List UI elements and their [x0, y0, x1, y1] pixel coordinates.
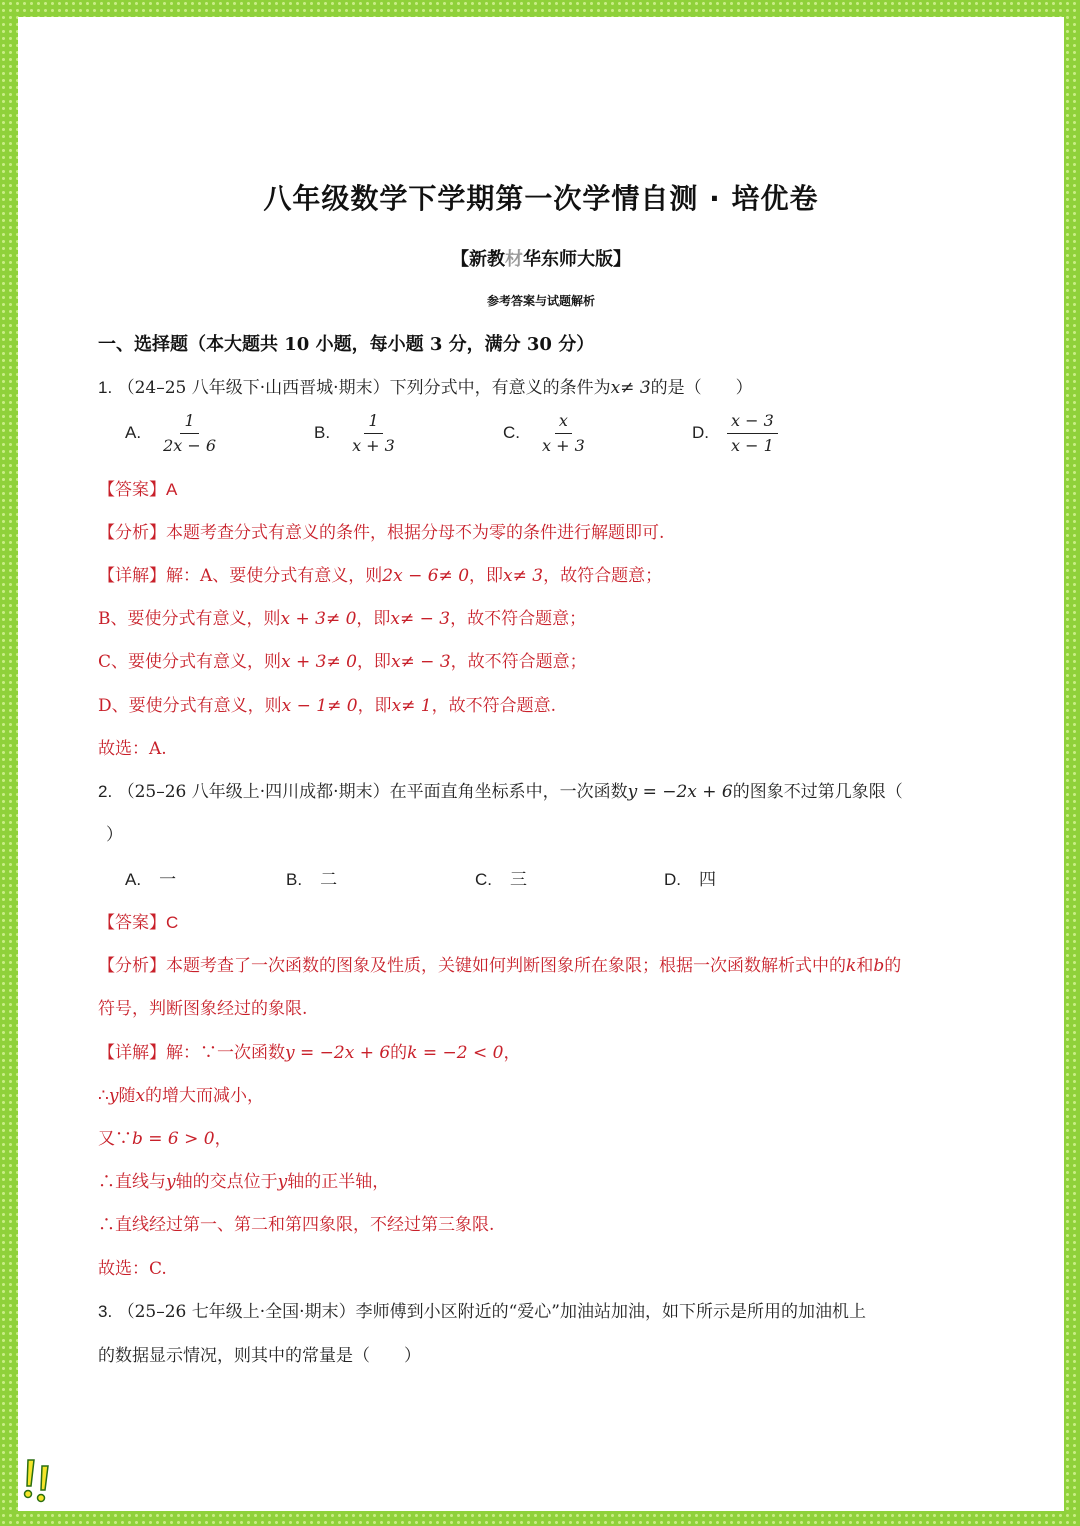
q2-detail-line5: ∴直线经过第一、第二和第四象限，不经过第三象限. — [98, 1215, 495, 1235]
q1-stem-b: 的是（ ） — [650, 378, 753, 398]
q1-option-a-num: 1 — [180, 411, 198, 434]
q1-option-d-den: x − 1 — [731, 436, 774, 455]
q2-l4-y2: y — [277, 1172, 288, 1192]
q1-option-b-den: x + 3 — [352, 436, 395, 455]
q1-detail-sep: ，即 — [469, 566, 504, 586]
q1-b-text: B、要使分式有意义，则 — [98, 609, 281, 629]
q2-analysis-and: 和 — [856, 956, 874, 976]
paper-sheet — [18, 17, 1064, 1511]
q2-l4-c: 轴的正半轴， — [287, 1172, 390, 1192]
q1-option-d-letter: D. — [692, 423, 709, 442]
q1-detail-end: ，故符合题意； — [543, 566, 663, 586]
q1-detail-c — [98, 647, 587, 672]
q1-option-a-den: 2x − 6 — [163, 436, 217, 455]
q3-number: 3. — [98, 1302, 113, 1321]
q2-l2-x: x — [135, 1086, 146, 1106]
q1-option-a — [125, 411, 220, 456]
q1-d-end: ，故不符合题意. — [431, 696, 557, 716]
q2-option-a-text: 一 — [159, 870, 177, 890]
q2-choose: 故选：C. — [98, 1259, 167, 1279]
q2-analysis-end: 的 — [884, 956, 902, 976]
q2-l4-b: 轴的交点位于 — [175, 1172, 278, 1192]
q2-answer — [98, 908, 178, 933]
q2-l2-b: 随 — [118, 1086, 136, 1106]
q2-option-b — [286, 865, 337, 890]
q1-b-math-1: x + 3≠ 0 — [280, 609, 357, 629]
q2-detail-line3 — [98, 1124, 232, 1149]
answer-caption: 参考答案与试题解析 — [486, 294, 595, 308]
q2-stem-close: ） — [106, 825, 123, 845]
q1-stem — [98, 373, 753, 398]
q3-stem-line2: 的数据显示情况，则其中的常量是（ ） — [98, 1346, 421, 1366]
q1-detail — [98, 561, 662, 586]
q2-analysis-text: 本题考查了一次函数的图象及性质，关键如何判断图象所在象限；根据一次函数解析式中的 — [166, 956, 846, 976]
q2-analysis-line2: 符号，判断图象经过的象限. — [98, 999, 308, 1019]
q3-stem — [98, 1297, 866, 1322]
q2-detail-line4 — [98, 1167, 389, 1192]
q2-detail — [98, 1038, 520, 1063]
q2-l3-a: 又∵ — [98, 1129, 132, 1149]
q2-l2-y: y — [108, 1086, 119, 1106]
q1-option-a-fraction — [159, 411, 220, 456]
q2-detail-line2 — [98, 1081, 264, 1106]
q2-stem-a: 在平面直角坐标系中，一次函数 — [389, 782, 628, 802]
q3-stem-a: 李师傅到小区附近的“爱心”加油站加油，如下所示是所用的加油机上 — [355, 1302, 866, 1322]
q1-c-math-1: x + 3≠ 0 — [281, 652, 357, 672]
q1-answer-label: 【答案】 — [98, 480, 166, 500]
page-title: 八年级数学下学期第一次学情自测 · 培优卷 — [263, 182, 819, 215]
q1-answer-value: A — [166, 480, 178, 499]
q1-c-end: ，故不符合题意； — [450, 652, 587, 672]
q2-answer-label: 【答案】 — [98, 913, 166, 933]
q2-option-c-letter: C. — [475, 870, 492, 889]
q1-source: （24–25 八年级下·山西晋城·期末） — [117, 378, 390, 398]
subtitle-close: 华东师大版】 — [523, 249, 631, 270]
q1-d-text: D、要使分式有意义，则 — [98, 696, 282, 716]
q1-option-c-letter: C. — [503, 423, 520, 442]
edition-subtitle — [18, 245, 1064, 271]
q2-stem-math: y = −2x + 6 — [627, 782, 733, 802]
q1-c-math-2: x≠ − 3 — [390, 652, 451, 672]
exclamation-logo-icon — [20, 1456, 60, 1504]
q2-detail-math-1: y = −2x + 6 — [285, 1043, 391, 1063]
q1-option-c-den: x + 3 — [542, 436, 585, 455]
subtitle-gray: 材 — [505, 249, 523, 270]
q1-option-b-num: 1 — [364, 411, 382, 434]
q1-detail-a: 解：A、要使分式有意义，则 — [166, 566, 383, 586]
subtitle-open: 【新教 — [451, 249, 505, 270]
q2-analysis — [98, 951, 901, 976]
q1-c-text: C、要使分式有意义，则 — [98, 652, 282, 672]
q1-detail-d — [98, 691, 556, 716]
q2-option-b-letter: B. — [286, 870, 303, 889]
q2-l3-math: b = 6 > 0 — [132, 1129, 215, 1149]
q1-detail-math-2: x≠ 3 — [503, 566, 544, 586]
q2-option-c-text: 三 — [510, 870, 527, 890]
q2-detail-a: 解：∵一次函数 — [166, 1043, 285, 1063]
q1-choose: 故选：A. — [98, 739, 167, 759]
q2-detail-math-2: k = −2 < 0 — [407, 1043, 504, 1063]
q1-analysis-label: 【分析】 — [98, 523, 166, 543]
q2-option-b-text: 二 — [320, 870, 338, 890]
q1-answer — [98, 475, 177, 500]
q2-number: 2. — [98, 782, 113, 801]
q2-option-d — [664, 865, 716, 890]
q2-option-d-letter: D. — [664, 870, 681, 889]
q2-option-c — [475, 865, 527, 890]
q1-number: 1. — [98, 378, 113, 397]
q2-detail-end: ， — [503, 1043, 521, 1063]
q2-l2-c: 的增大而减小， — [145, 1086, 265, 1106]
q2-stem — [98, 777, 903, 802]
q2-analysis-label: 【分析】 — [98, 956, 166, 976]
q1-b-math-2: x≠ − 3 — [390, 609, 451, 629]
section-heading: 一、选择题（本大题共 10 小题，每小题 3 分，满分 30 分） — [98, 334, 595, 355]
q2-option-a-letter: A. — [125, 870, 142, 889]
q1-option-d — [692, 411, 778, 456]
q2-l4-a: ∴直线与 — [98, 1172, 166, 1192]
q1-detail-b — [98, 604, 586, 629]
q1-option-c — [503, 411, 589, 456]
q2-analysis-k: k — [846, 956, 857, 976]
q1-option-c-fraction — [538, 411, 589, 456]
q1-option-a-letter: A. — [125, 423, 142, 442]
q2-analysis-b: b — [873, 956, 885, 976]
q1-option-b-letter: B. — [314, 423, 331, 442]
q2-option-a — [125, 865, 176, 890]
q1-option-d-fraction — [727, 411, 778, 456]
q1-c-sep: ，即 — [356, 652, 391, 672]
q1-option-b-fraction — [348, 411, 399, 456]
q1-analysis — [98, 518, 664, 543]
q1-option-b — [314, 411, 399, 456]
q1-option-d-num: x − 3 — [727, 411, 778, 434]
q1-detail-math-1: 2x − 6≠ 0 — [382, 566, 470, 586]
q2-answer-value: C — [166, 913, 179, 932]
q1-analysis-text: 本题考查分式有意义的条件，根据分母不为零的条件进行解题即可. — [166, 523, 665, 543]
q1-b-sep: ，即 — [356, 609, 391, 629]
q3-source: （25–26 七年级上·全国·期末） — [117, 1302, 356, 1322]
q1-stem-math: x≠ 3 — [610, 378, 651, 398]
q2-detail-label: 【详解】 — [98, 1043, 166, 1063]
q2-stem-b: 的图象不过第几象限（ — [732, 782, 903, 802]
q1-detail-label: 【详解】 — [98, 566, 166, 586]
q1-d-math-1: x − 1≠ 0 — [281, 696, 358, 716]
q1-b-end: ，故不符合题意； — [450, 609, 587, 629]
q1-d-math-2: x≠ 1 — [391, 696, 432, 716]
q1-option-c-num: x — [555, 411, 572, 434]
q2-l4-y1: y — [166, 1172, 176, 1192]
q1-stem-a: 下列分式中，有意义的条件为 — [389, 378, 611, 398]
q2-detail-of: 的 — [390, 1043, 408, 1063]
q1-d-sep: ，即 — [357, 696, 392, 716]
q2-source: （25–26 八年级上·四川成都·期末） — [117, 782, 390, 802]
q2-option-d-text: 四 — [699, 870, 716, 890]
q2-l3-end: ， — [214, 1129, 232, 1149]
q2-l2-a: ∴ — [98, 1086, 109, 1106]
